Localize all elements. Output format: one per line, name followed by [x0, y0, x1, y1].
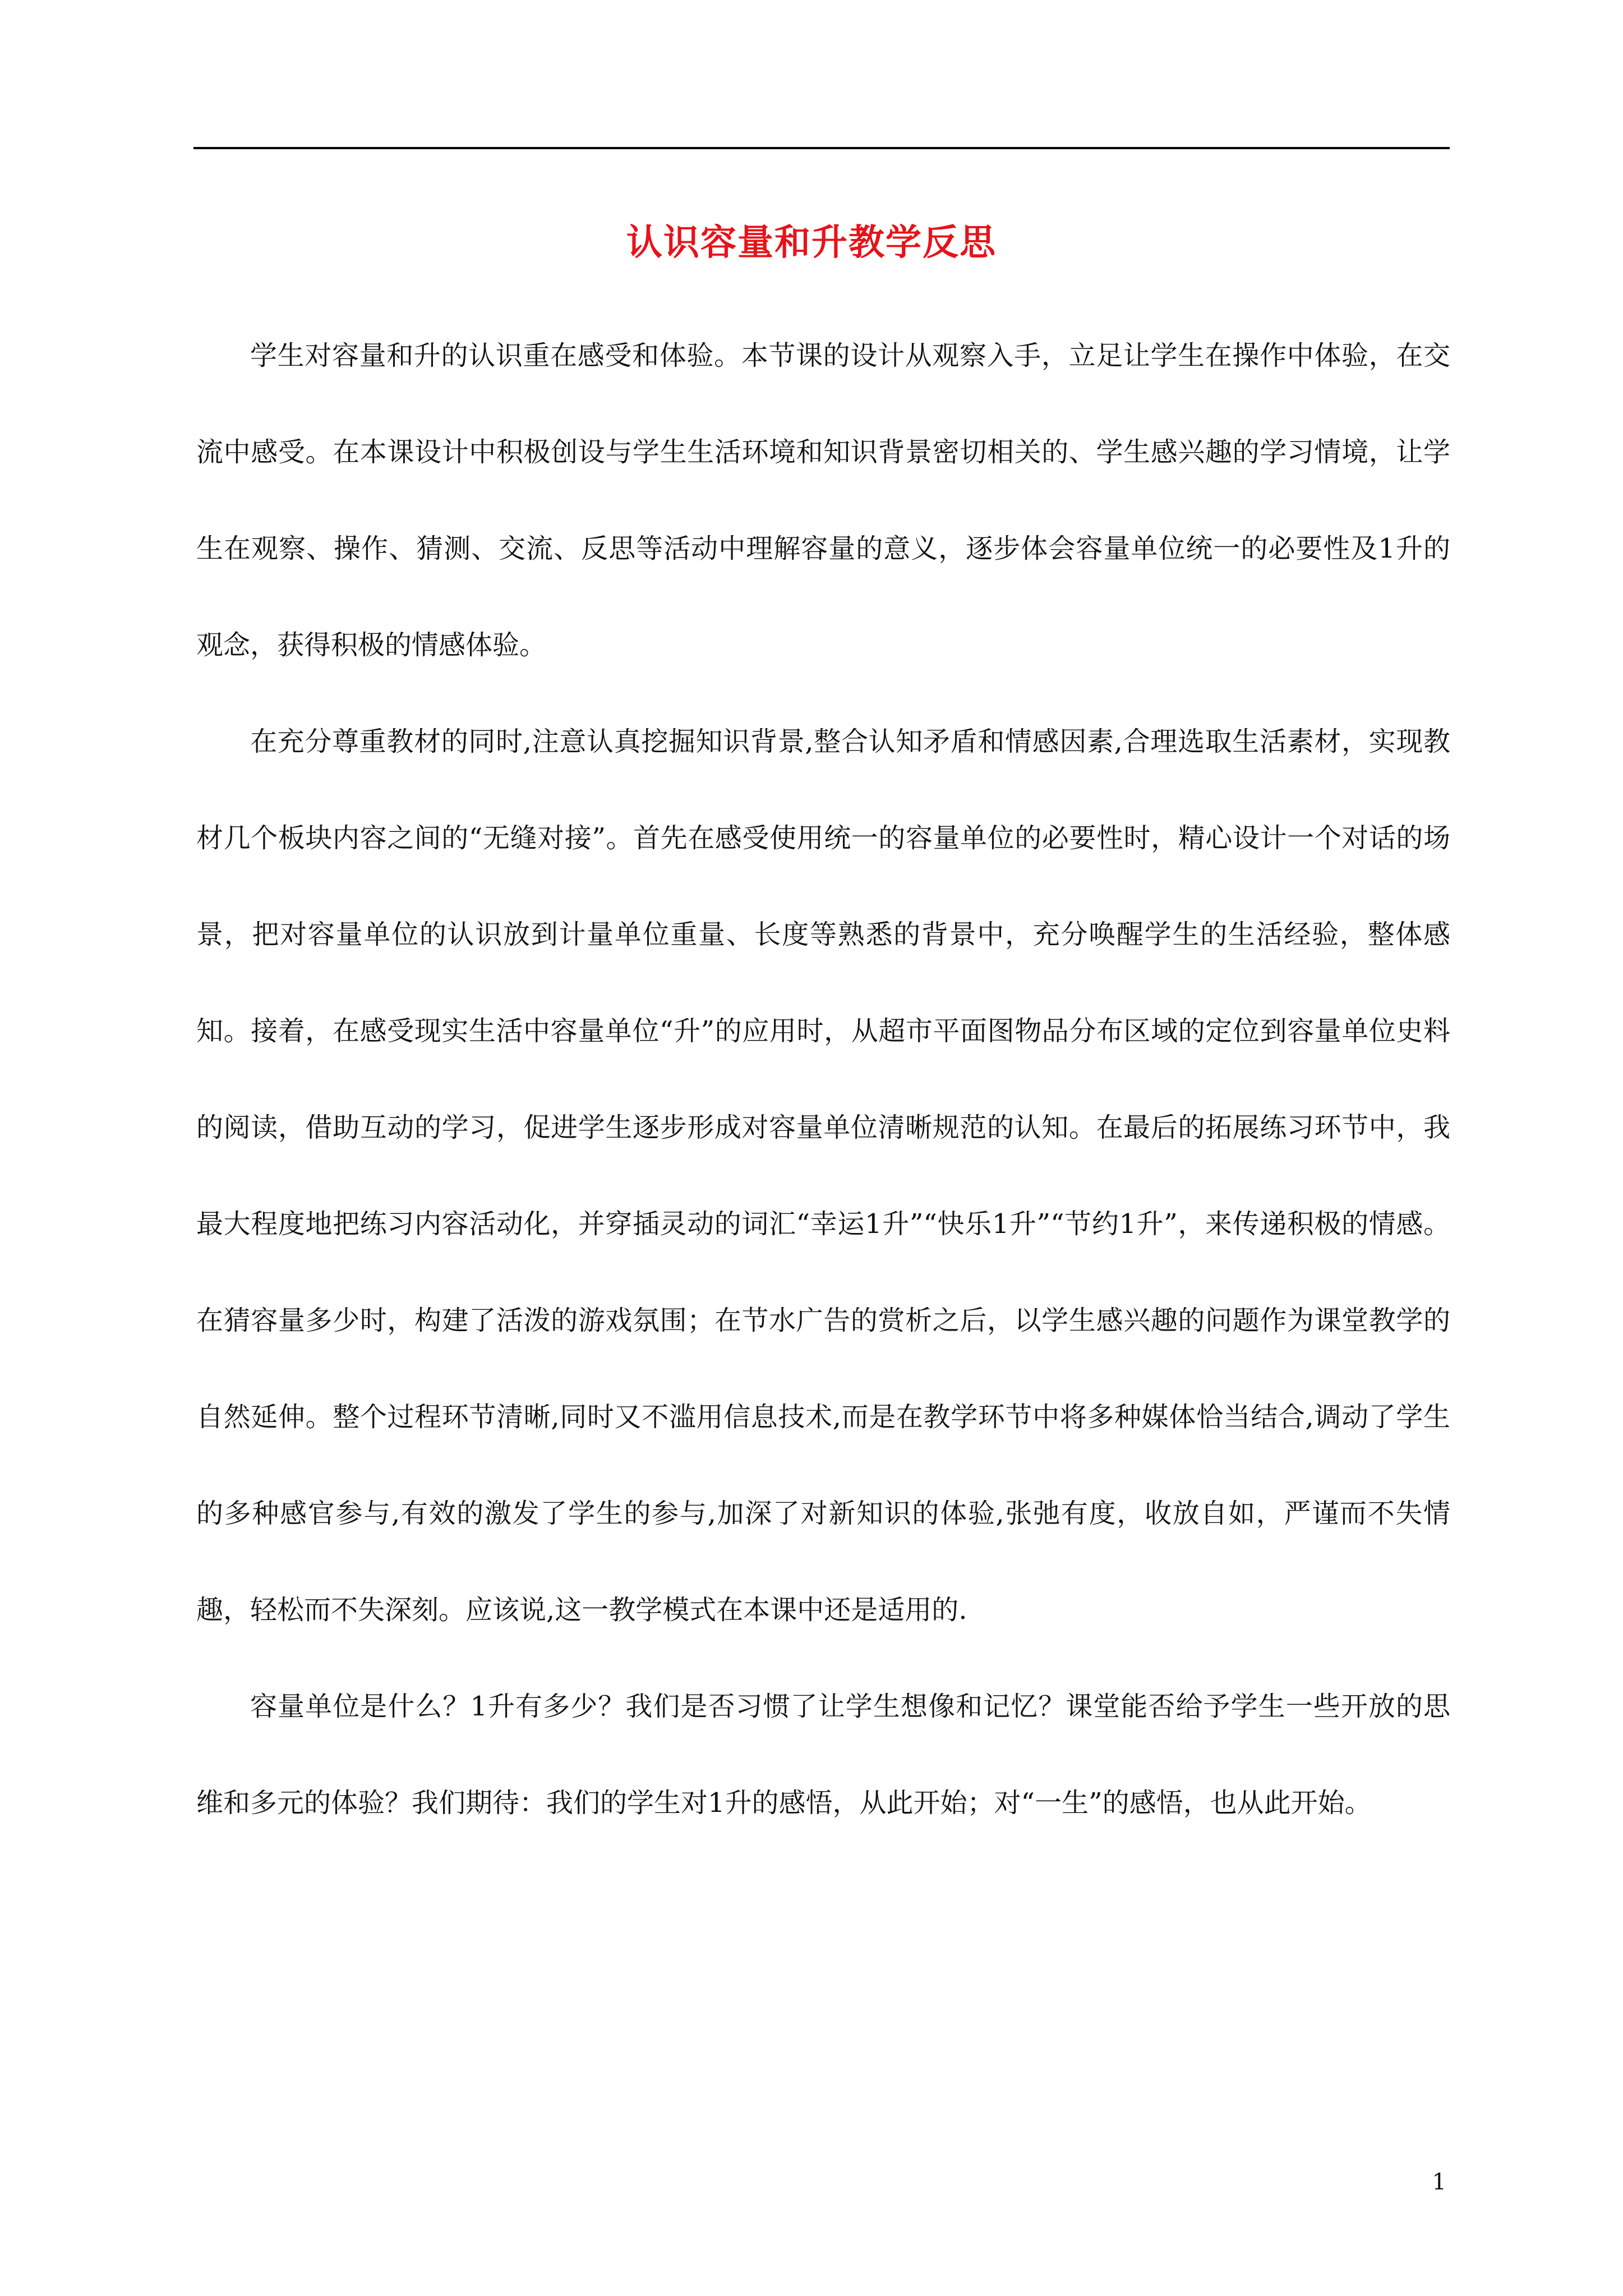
page-number: 1 [1432, 2169, 1446, 2195]
paragraph-1: 学生对容量和升的认识重在感受和体验。本节课的设计从观察入手，立足让学生在操作中体验，在交流中感受。在本课设计中积极创设与学生生活环境和知识背景密切相关的、学生感兴趣的学习情境，让学生在观察、操作、猜测、交流、反思等活动中理解容量的意义，逐步体会容量单位统一的必要性及1升的观念，获得积极的情感体验。 [196, 340, 1450, 661]
header-rule [193, 147, 1450, 149]
paragraph-2: 在充分尊重教材的同时,注意认真挖掘知识背景,整合认知矛盾和情感因素,合理选取生活素材，实现教材几个板块内容之间的“无缝对接”。首先在感受使用统一的容量单位的必要性时，精心设计一个对话的场景，把对容量单位的认识放到计量单位重量、长度等熟悉的背景中，充分唤醒学生的生活经验，整体感知。接着，在感受现实生活中容量单位“升”的应用时，从超市平面图物品分布区域的定位到容量单位史料的阅读，借助互动的学习，促进学生逐步形成对容量单位清晰规范的认知。在最后的拓展练习环节中，我最大程度地把练习内容活动化，并穿插灵动的词汇“幸运1升”“快乐1升”“节约1升”，来传递积极的情感。在猜容量多少时，构建了活泼的游戏氛围；在节水广告的赏析之后，以学生感兴趣的问题作为课堂教学的自然延伸。整个过程环节清晰,同时又不滥用信息技术,而是在教学环节中将多种媒体恰当结合,调动了学生的多种感官参与,有效的激发了学生的参与,加深了对新知识的体验,张弛有度，收放自如，严谨而不失情趣，轻松而不失深刻。应该说,这一教学模式在本课中还是适用的. [196, 726, 1450, 1626]
paragraph-3: 容量单位是什么？1升有多少？我们是否习惯了让学生想像和记忆？课堂能否给予学生一些开放的思维和多元的体验？我们期待：我们的学生对1升的感悟，从此开始；对“一生”的感悟，也从此开始。 [196, 1691, 1450, 1819]
document-title: 认识容量和升教学反思 [626, 222, 997, 264]
document-body [196, 307, 1450, 1851]
